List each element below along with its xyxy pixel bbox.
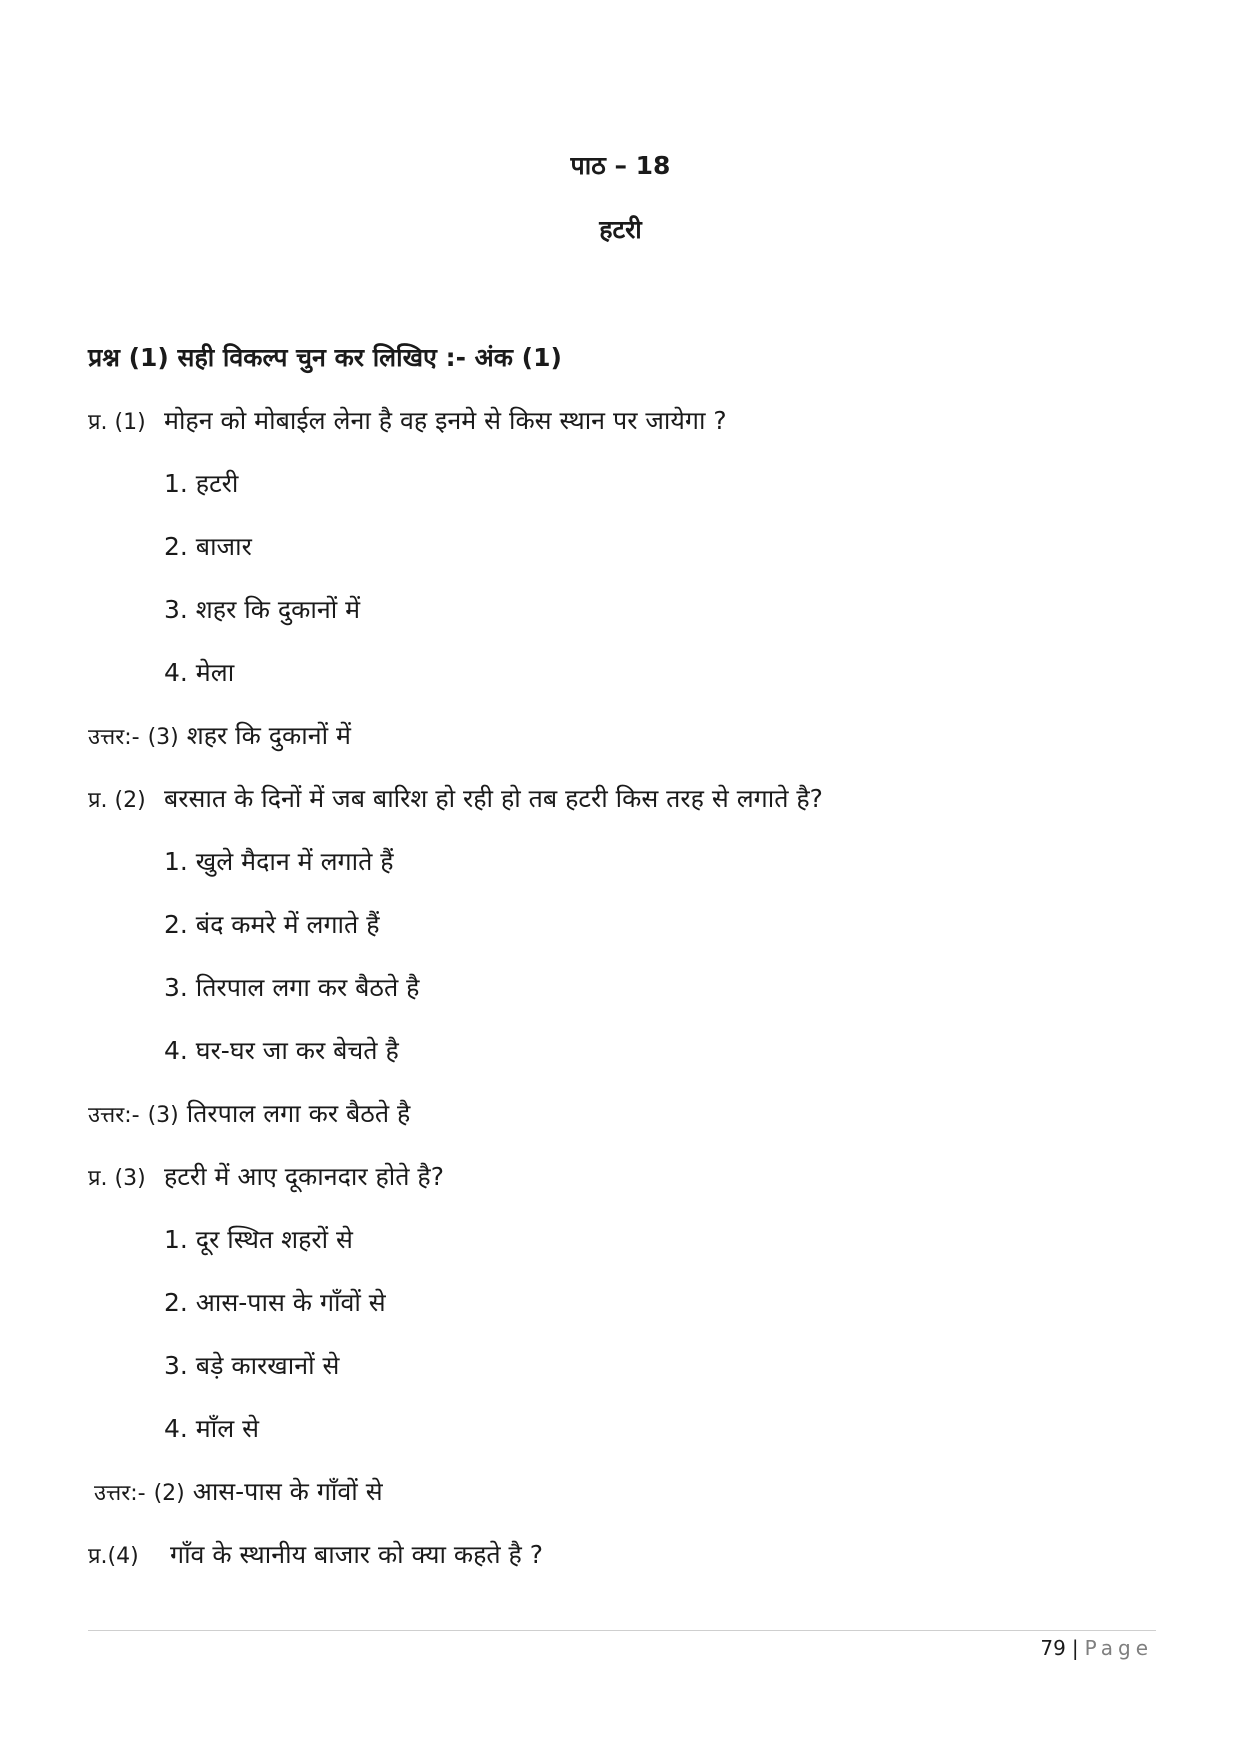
answer-number: (3) — [147, 1103, 179, 1128]
page-word: Page — [1084, 1636, 1153, 1660]
question-text: बरसात के दिनों में जब बारिश हो रही हो तब हटरी किस तरह से लगाते है? — [164, 784, 823, 813]
section-heading: प्रश्न (1) सही विकल्प चुन कर लिखिए :- अंक (1) — [88, 343, 562, 372]
question-text: गाँव के स्थानीय बाजार को क्या कहते है ? — [170, 1540, 544, 1569]
option-item: 4. माँल से — [164, 1414, 260, 1443]
option-item: 1. हटरी — [164, 469, 239, 498]
answer-text: आस-पास के गाँवों से — [192, 1477, 383, 1506]
option-item: 2. बाजार — [164, 532, 252, 561]
footer-separator: | — [1071, 1636, 1079, 1660]
answer-text: तिरपाल लगा कर बैठते है — [186, 1099, 411, 1128]
question-text: मोहन को मोबाईल लेना है वह इनमे से किस स्थान पर जायेगा ? — [164, 406, 727, 435]
answer-text: शहर कि दुकानों में — [186, 721, 351, 750]
question-text: हटरी में आए दूकानदार होते है? — [164, 1162, 444, 1191]
answer-2 — [88, 1097, 410, 1133]
footer-divider — [88, 1630, 1156, 1631]
question-4 — [88, 1538, 543, 1574]
lesson-number: पाठ – 18 — [570, 151, 671, 180]
question-label: प्र. (3) — [88, 1166, 146, 1191]
answer-label: उत्तर:- — [94, 1481, 146, 1506]
option-item: 4. मेला — [164, 658, 235, 687]
answer-3 — [94, 1475, 383, 1511]
answer-1 — [88, 719, 351, 755]
answer-label: उत्तर:- — [88, 725, 140, 750]
option-item: 3. बड़े कारखानों से — [164, 1351, 340, 1380]
option-item: 3. शहर कि दुकानों में — [164, 595, 361, 624]
option-item: 1. दूर स्थित शहरों से — [164, 1225, 353, 1254]
lesson-title: हटरी — [599, 215, 642, 244]
question-label: प्र. (1) — [88, 410, 146, 435]
question-3 — [88, 1160, 444, 1196]
question-1 — [88, 404, 727, 440]
option-item: 2. बंद कमरे में लगाते हैं — [164, 910, 380, 939]
answer-number: (3) — [147, 725, 179, 750]
page-footer — [1040, 1634, 1153, 1662]
option-item: 4. घर-घर जा कर बेचते है — [164, 1036, 399, 1065]
answer-number: (2) — [153, 1481, 185, 1506]
question-label: प्र.(4) — [88, 1544, 139, 1569]
option-item: 1. खुले मैदान में लगाते हैं — [164, 847, 394, 876]
option-item: 3. तिरपाल लगा कर बैठते है — [164, 973, 420, 1002]
page-number: 79 — [1040, 1636, 1066, 1660]
question-label: प्र. (2) — [88, 788, 146, 813]
question-2 — [88, 782, 823, 818]
answer-label: उत्तर:- — [88, 1103, 140, 1128]
option-item: 2. आस-पास के गाँवों से — [164, 1288, 386, 1317]
